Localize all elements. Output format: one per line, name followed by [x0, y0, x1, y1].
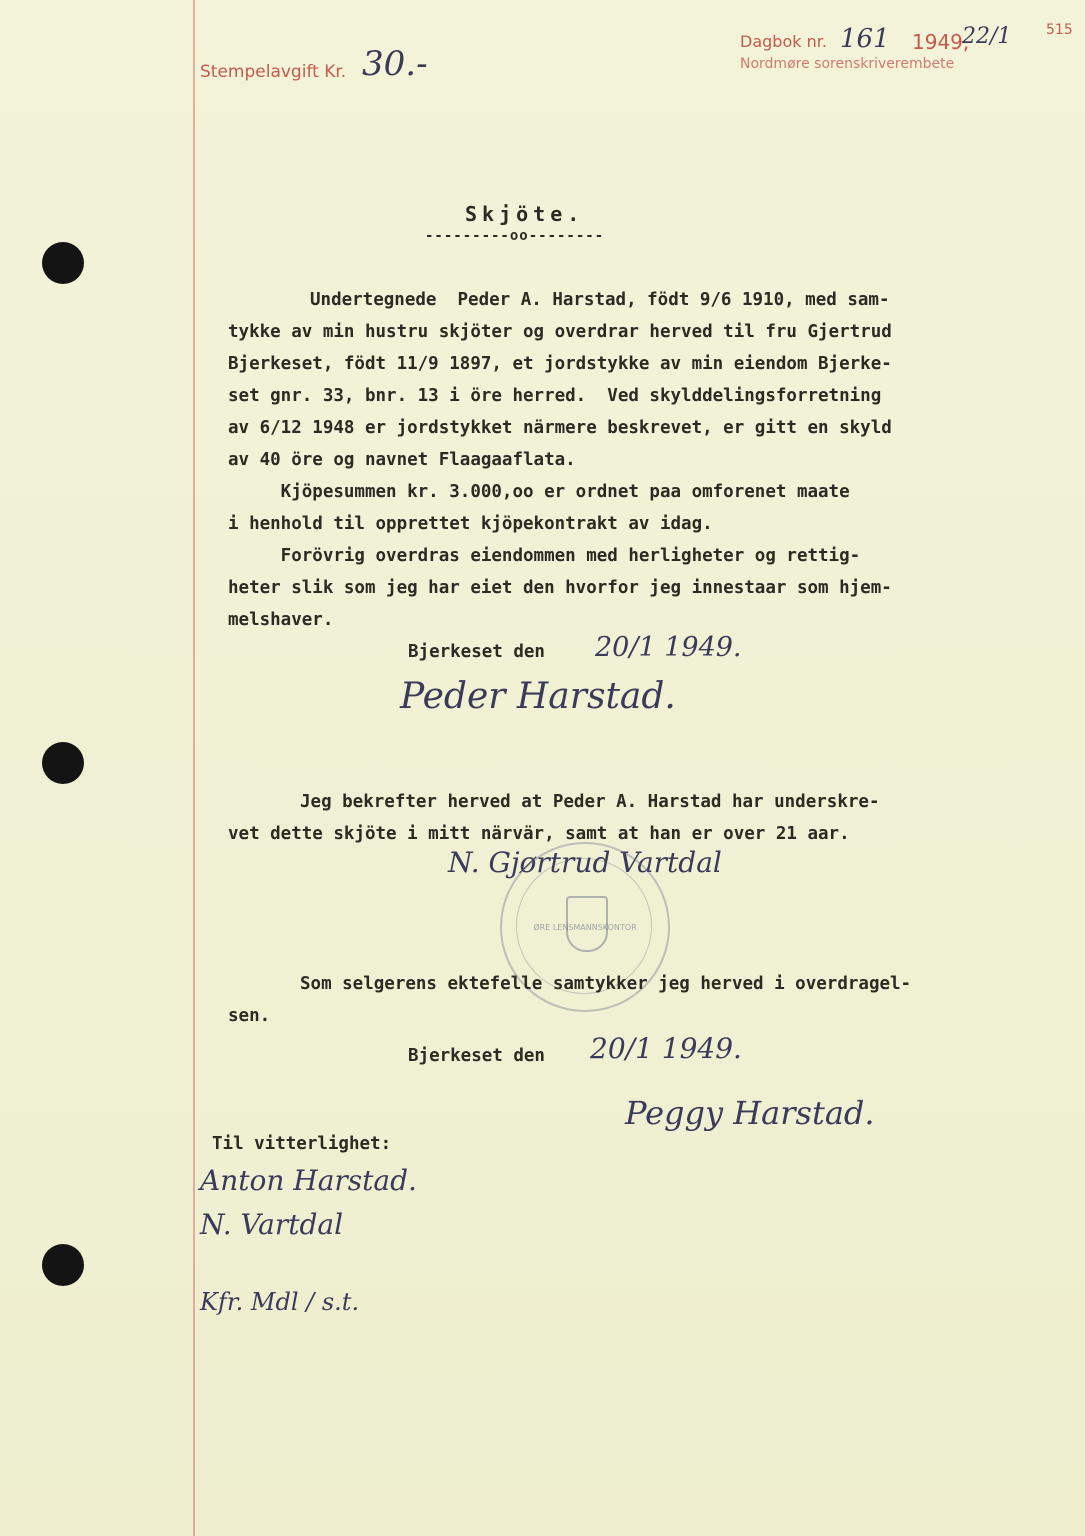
attest-line: Jeg bekrefter herved at Peder A. Harstad har underskre-	[300, 792, 880, 812]
dagbok-date: 22/1	[962, 24, 1012, 49]
signature-seller: Peder Harstad.	[400, 676, 676, 717]
coat-of-arms-icon	[566, 896, 608, 952]
dagbok-number: 161	[840, 24, 890, 54]
consent-line: Som selgerens ektefelle samtykker jeg herved i overdragel-	[300, 974, 912, 994]
body-line: melshaver.	[228, 610, 334, 630]
body-line: Bjerkeset, födt 11/9 1897, et jordstykke av min eiendom Bjerke-	[228, 354, 892, 374]
body-line: Undertegnede Peder A. Harstad, födt 9/6 1910, med sam-	[310, 290, 890, 310]
place-date-label: Bjerkeset den	[408, 642, 545, 662]
signature-lensmann: N. Gjørtrud Vartdal	[448, 846, 722, 879]
signature-witness: Anton Harstad.	[200, 1164, 417, 1197]
body-line: i henhold til opprettet kjöpekontrakt av idag.	[228, 514, 713, 534]
attest-line: vet dette skjöte i mitt närvär, samt at han er over 21 aar.	[228, 824, 850, 844]
punch-hole	[42, 742, 84, 784]
handwritten-date: 20/1 1949.	[595, 632, 742, 663]
seal-text: ØRE LENSMANNSKONTOR	[533, 922, 637, 932]
punch-hole	[42, 242, 84, 284]
stamp-fee-label: Stempelavgift Kr.	[200, 62, 347, 82]
body-line: Kjöpesummen kr. 3.000,oo er ordnet paa omforenet maate	[228, 482, 850, 502]
body-line: heter slik som jeg har eiet den hvorfor jeg innestaar som hjem-	[228, 578, 892, 598]
body-line: av 40 öre og navnet Flaagaaflata.	[228, 450, 576, 470]
office-name: Nordmøre sorenskriverembete	[740, 56, 955, 72]
document-title: Skjöte.	[465, 202, 585, 226]
signature-spouse: Peggy Harstad.	[625, 1094, 875, 1132]
dagbok-ref: 515	[1046, 22, 1073, 38]
signature-witness: N. Vartdal	[200, 1208, 344, 1241]
body-line: set gnr. 33, bnr. 13 i öre herred. Ved skylddelingsforretning	[228, 386, 882, 406]
handwritten-date: 20/1 1949.	[590, 1032, 742, 1065]
title-rule: ---------oo--------	[425, 228, 605, 244]
witness-label: Til vitterlighet:	[212, 1134, 392, 1154]
body-line: tykke av min hustru skjöter og overdrar herved til fru Gjertrud	[228, 322, 892, 342]
place-date-label: Bjerkeset den	[408, 1046, 545, 1066]
consent-line: sen.	[228, 1006, 271, 1026]
body-line: av 6/12 1948 er jordstykket närmere beskrevet, er gitt en skyld	[228, 418, 892, 438]
dagbok-year: 1949,	[912, 30, 970, 54]
handwritten-note: Kfr. Mdl / s.t.	[200, 1288, 360, 1316]
margin-line	[193, 0, 195, 1536]
dagbok-label: Dagbok nr.	[740, 32, 827, 51]
punch-hole	[42, 1244, 84, 1286]
stamp-fee-amount: 30.-	[362, 44, 428, 84]
body-line: Forövrig overdras eiendommen med herligheter og rettig-	[228, 546, 861, 566]
